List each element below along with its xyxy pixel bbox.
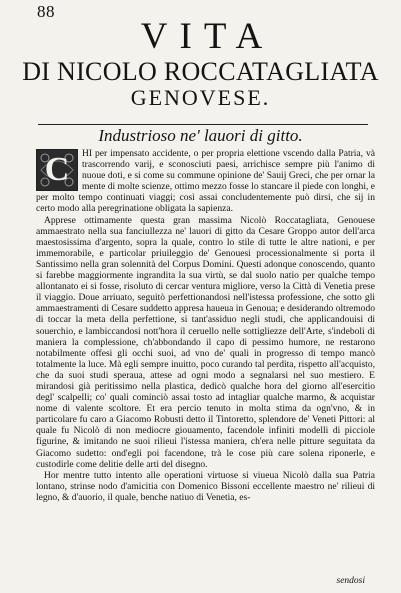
decorated-initial	[36, 149, 78, 191]
body-text	[36, 148, 375, 503]
catchword: sendosi	[336, 576, 365, 586]
paragraph-3: Hor mentre tutto intento alle operationi virtuose si viueua Nicolò dalla sua Patria lontano, strinse nodo d'amicitia con Domenico Bissoni eccellente maestro ne' rilieui di legno, & d'auorio, il quale, benche natiuo di Venetia, es-	[36, 469, 375, 503]
chapter-title-name: DI NICOLO ROCCATAGLIATA	[22, 57, 379, 86]
paragraph-1-text: HI per impensato accidente, o per propria elettione vscendo dalla Patria, và trascorrendo varij, e sconosciuti paesi, arrichisce sempre più l'animo di nuoue doti, e si come su commune opinione de' Sauij Greci, che per ornar la mente di molte scienze, ottimo mezzo fosse lo stancare il piede con longhi, e per molto tempo continuati viaggi; così assai concludentemente può dirsi, che sij in certo modo alla peregrinatione obligata la sapienza.	[36, 148, 375, 215]
page-number: 88	[37, 2, 55, 21]
paragraph-2: Apprese ottimamente questa gran massima Nicolò Roccatagliata, Genouese ammaestrato nella sua fanciullezza ne' lauori di gitto da Cesare Groppo autor dell'arca maestosissima d'argento, sopra la quale, contro lo stile di tutte le altre nationi, e per immemorabile, e particolar priuileggio de' Genouesi processionalmente si porta il Santissimo nella gran solennità del Corpus Domini. Questi adonque conoscendo, quanto si farebbe maggiormente ingrandita la sua virtù, se dal suolo natio per qualche tempo allontanato ei si fosse, risoluto di cercar ventura migliore, verso la Città di Venetia prese il viaggio. Doue arriuato, seguitò perfettionandosi nell'istessa professione, che sotto gli ammaestramenti di Cesare suddetto appresa haueua in Genoua; e desiderando oltremodo di toccar la meta della perfettione, si tant'assiduo negli studi, che applicandouisi di souerchio, e lambiccandosi nott'hora il ceruello nelle sottigliezze dell'Arte, s'indeboli di maniera la complessione, ch'abbondando il capo di pessimo humore, ne restarono notabilmente offesi gli occhi suoi, ad vno de' quali in progresso di tempo mancò totalmente la luce. Mà egli sempre inuitto, poco curando tal perdita, rispetto all'acquisto, che da suoi studi speraua, attese ad ogni modo a segnalarsi nel suo mestiero. E mirandosi già peritissimo nella plastica, dedicò qualche hora del giorno all'esercitio degl' scalpelli; co' quali cominciò assai tosto ad intagliar qualche marmo, & acquistar nome di valente scoltore. Et era percio tenuto in molta stima da ogn'vno, & in particolare fu caro a Giacomo Robusti detto il Tintoretto, splendore de' Veneti Pittori: al quale fu Nicolò di non mediocre giouamento, facendole infiniti modelli di picciole figurine, & imitando ne suoi rilieui l'istessa maniera, ch'era nelle pitture seguitata da Giacomo sudetto: ond'egli poi facendone, trà le cose più care solena riponerle, e custodirle come delitie delle arti del disegno.	[36, 214, 375, 470]
chapter-title-origin: GENOVESE.	[130, 85, 271, 110]
chapter-header	[0, 18, 401, 110]
paragraph-1	[36, 148, 375, 215]
chapter-subtitle: Industrioso ne' lauori di gitto.	[98, 126, 303, 145]
chapter-title: VITA	[140, 16, 275, 57]
dropcap-letter: C	[44, 151, 70, 188]
header-rule	[38, 124, 368, 125]
